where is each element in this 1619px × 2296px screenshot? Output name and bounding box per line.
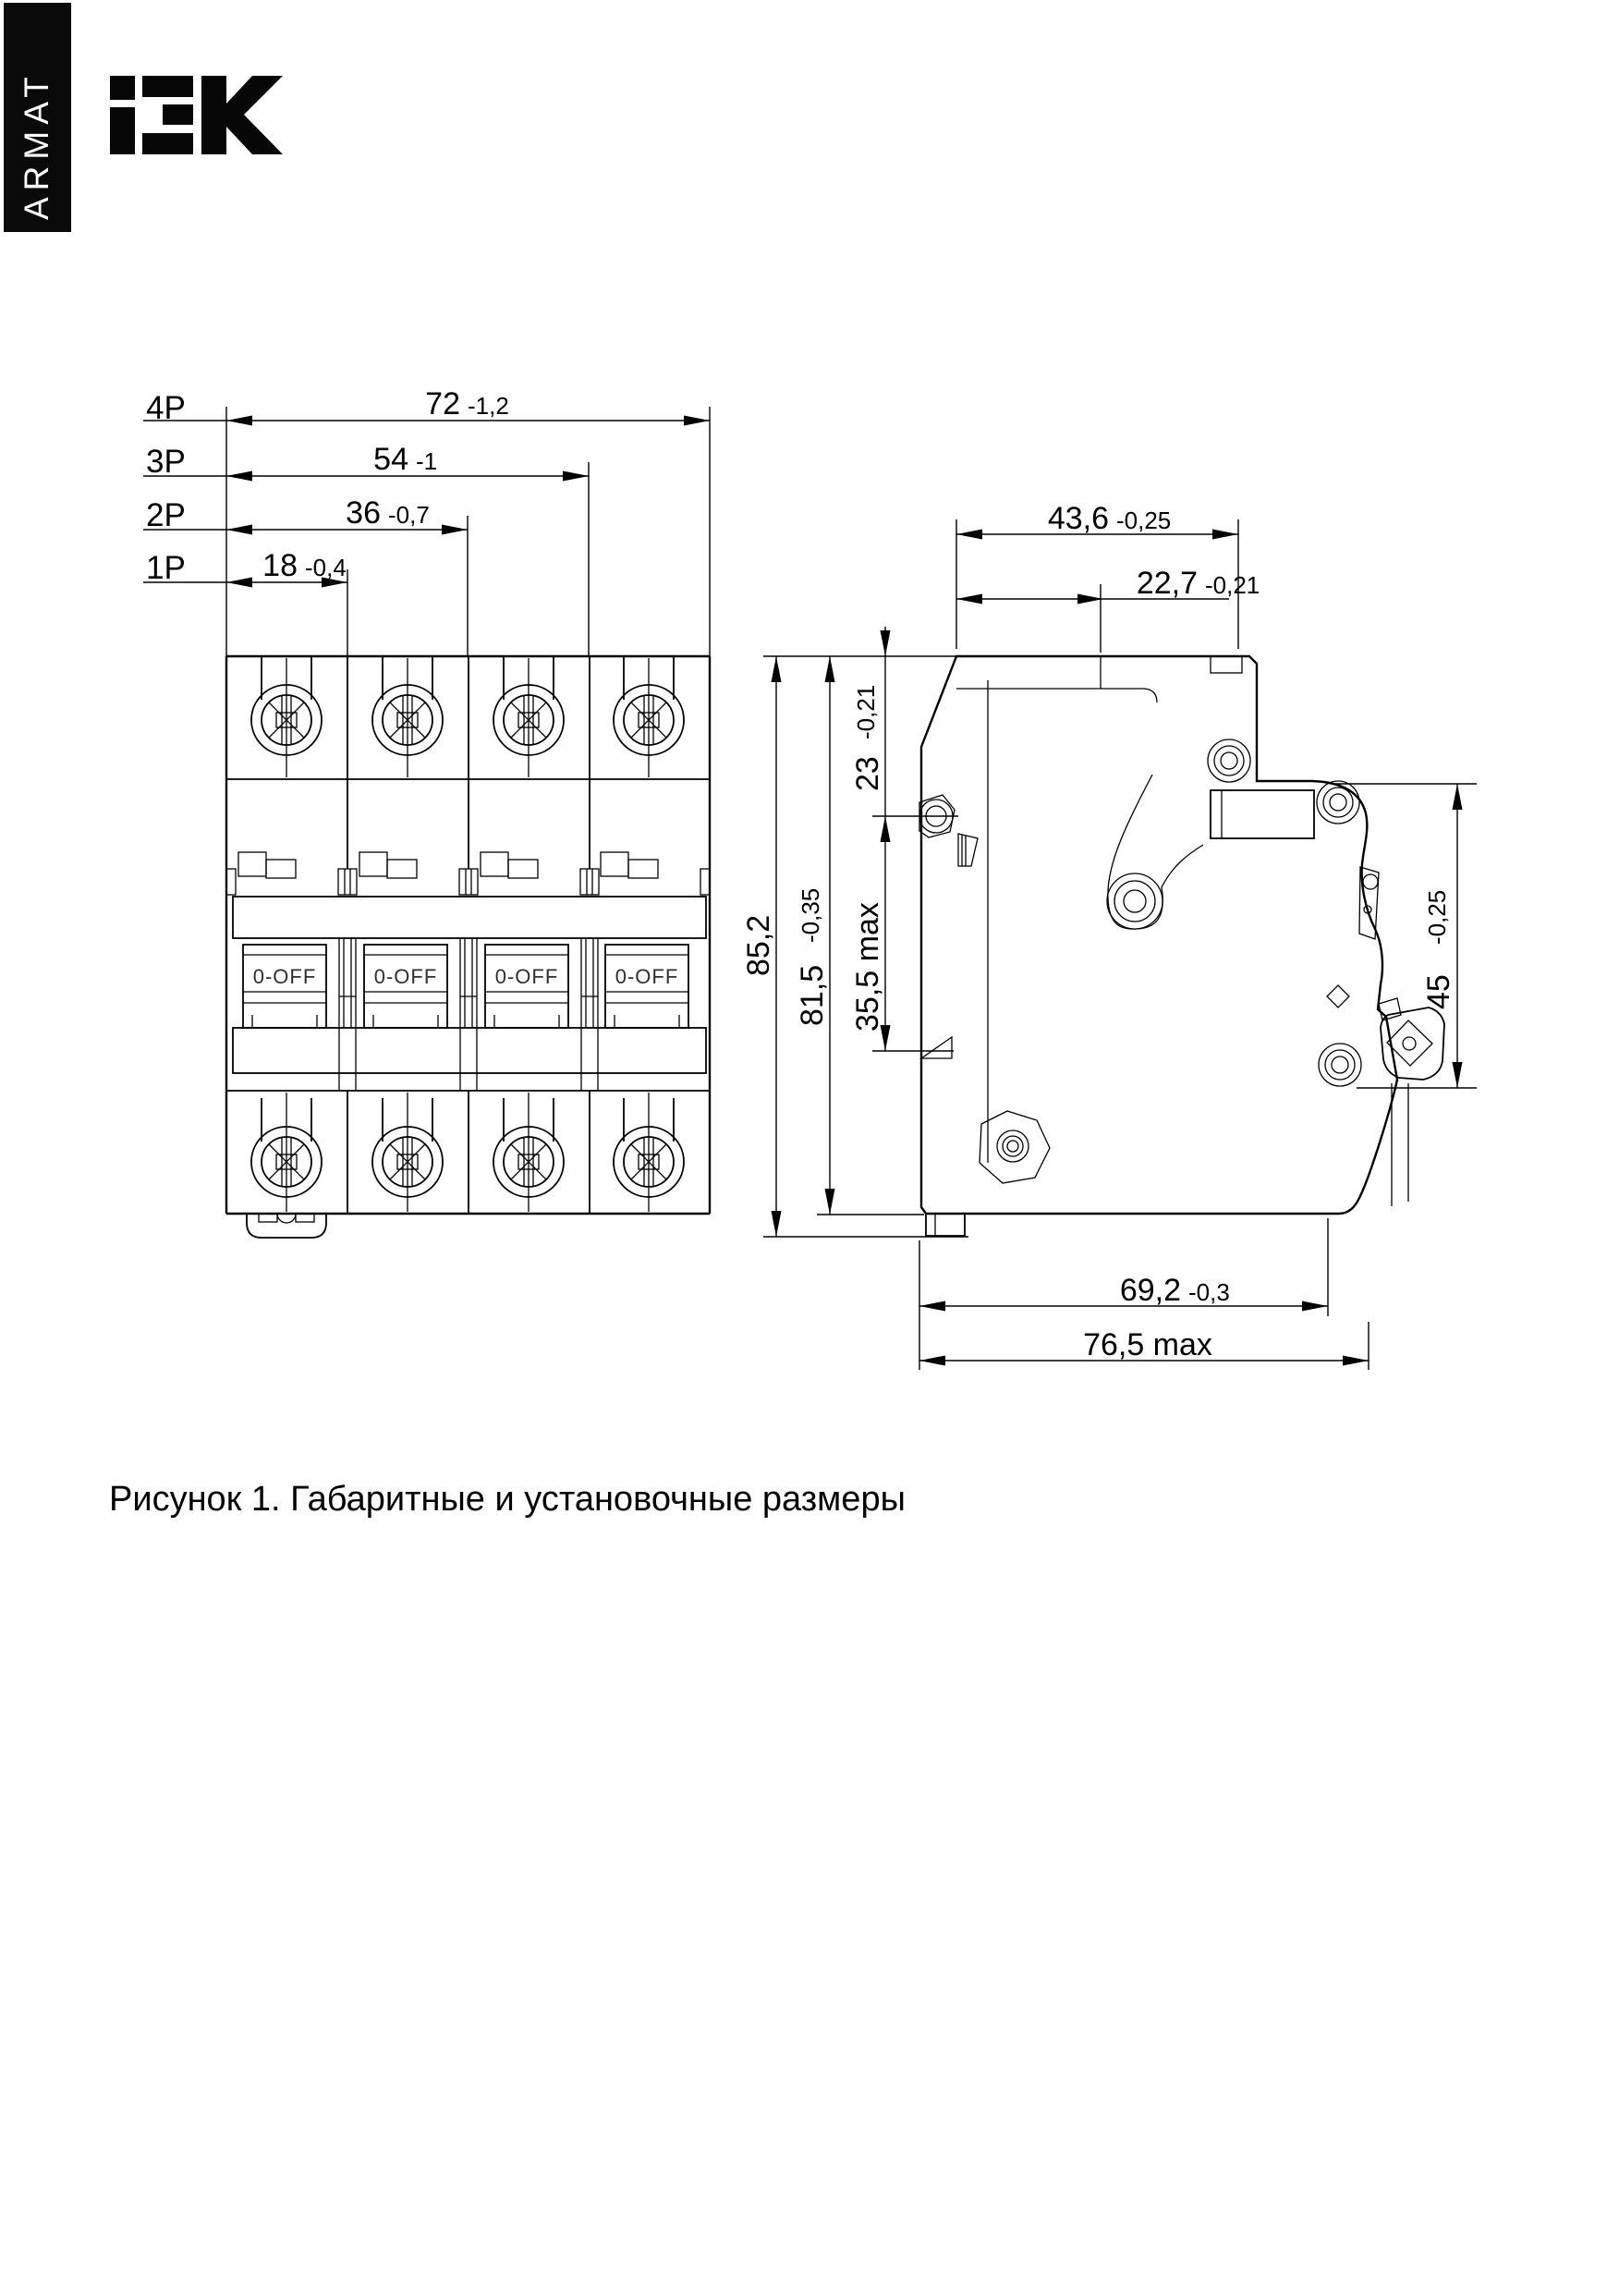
front-view-drawing — [226, 656, 710, 1238]
dim-value: 45 — [1421, 974, 1456, 1009]
side-view-drawing — [919, 656, 1444, 1236]
dim-value: 76,5 max — [1083, 1327, 1212, 1362]
pivot-boss — [1107, 775, 1203, 929]
toggle-tip — [958, 834, 978, 866]
toggle-label: 0-OFF — [494, 965, 559, 988]
toggle-window — [1211, 790, 1314, 838]
dim-din-channel — [1421, 784, 1463, 1088]
pole-label-2p: 2P — [146, 497, 186, 533]
square-hole — [1327, 985, 1349, 1008]
dim-value: 69,2 — [1119, 1273, 1181, 1308]
dim-tolerance: -1 — [416, 447, 438, 475]
dim-value: 23 — [850, 756, 885, 791]
dim-2p-width — [143, 495, 468, 535]
upper-rail-band — [233, 897, 706, 938]
iek-logo — [110, 76, 283, 154]
dim-tolerance: -0,25 — [1423, 889, 1451, 945]
dim-tolerance: -0,35 — [797, 887, 824, 943]
pole-module-1 — [238, 656, 326, 1212]
pole-label-1p: 1P — [146, 550, 186, 586]
dim-depth-max — [919, 1327, 1369, 1366]
dim-value: 43,6 — [1047, 501, 1109, 536]
lower-rail-band — [233, 1028, 706, 1073]
top-notch — [1211, 656, 1242, 673]
rivet-top-right — [1317, 781, 1359, 824]
dim-4p-width — [143, 386, 710, 426]
dim-tolerance: -0,21 — [852, 684, 880, 739]
din-clip-front — [247, 1214, 326, 1238]
dim-value: 22,7 — [1136, 566, 1198, 601]
dim-value: 35,5 max — [850, 902, 885, 1032]
dim-3p-width — [143, 442, 589, 482]
dim-toggle-zone — [850, 902, 885, 1032]
pole-module-2 — [359, 656, 447, 1212]
dim-value: 85,2 — [741, 914, 776, 976]
toggle-label: 0-OFF — [252, 965, 317, 988]
dim-side-width — [956, 501, 1238, 540]
dim-value: 72 — [425, 386, 460, 421]
toggle-label: 0-OFF — [615, 965, 679, 988]
pole-module-4 — [601, 656, 688, 1212]
armat-series-label: ARMAT — [18, 70, 55, 220]
dim-value: 54 — [373, 442, 408, 477]
dim-value: 36 — [346, 495, 381, 531]
extension-lines — [226, 407, 1477, 1370]
dim-tolerance: -0,21 — [1205, 571, 1260, 599]
dim-tolerance: -0,7 — [388, 501, 430, 529]
dim-depth-body — [919, 1273, 1328, 1312]
toggle-label: 0-OFF — [373, 965, 438, 988]
pole-label-3p: 3P — [146, 444, 186, 480]
dim-height-body — [795, 656, 835, 1215]
dim-tolerance: -0,25 — [1116, 507, 1172, 534]
rivet-top-mid — [1208, 739, 1250, 782]
dim-tolerance: -0,3 — [1188, 1278, 1230, 1306]
dim-1p-width — [143, 548, 347, 588]
rivet-bottom-right — [1319, 1044, 1361, 1086]
lower-wedge — [921, 1037, 952, 1058]
pole-label-4p: 4P — [146, 390, 186, 426]
dim-tolerance: -1,2 — [468, 392, 509, 420]
latch-arm — [1327, 867, 1379, 1008]
pole-module-3 — [481, 656, 568, 1212]
dim-tolerance: -0,4 — [305, 554, 347, 581]
dim-height-total — [741, 656, 782, 1237]
dim-value: 18 — [262, 548, 298, 583]
dim-terminal-offset — [956, 566, 1260, 605]
dim-value: 81,5 — [795, 964, 830, 1026]
figure-caption: Рисунок 1. Габаритные и установочные размеры — [109, 1480, 906, 1519]
din-clip-side — [926, 1214, 965, 1236]
brand-header — [4, 3, 283, 232]
side-terminal-screw-bottom — [980, 1111, 1050, 1183]
